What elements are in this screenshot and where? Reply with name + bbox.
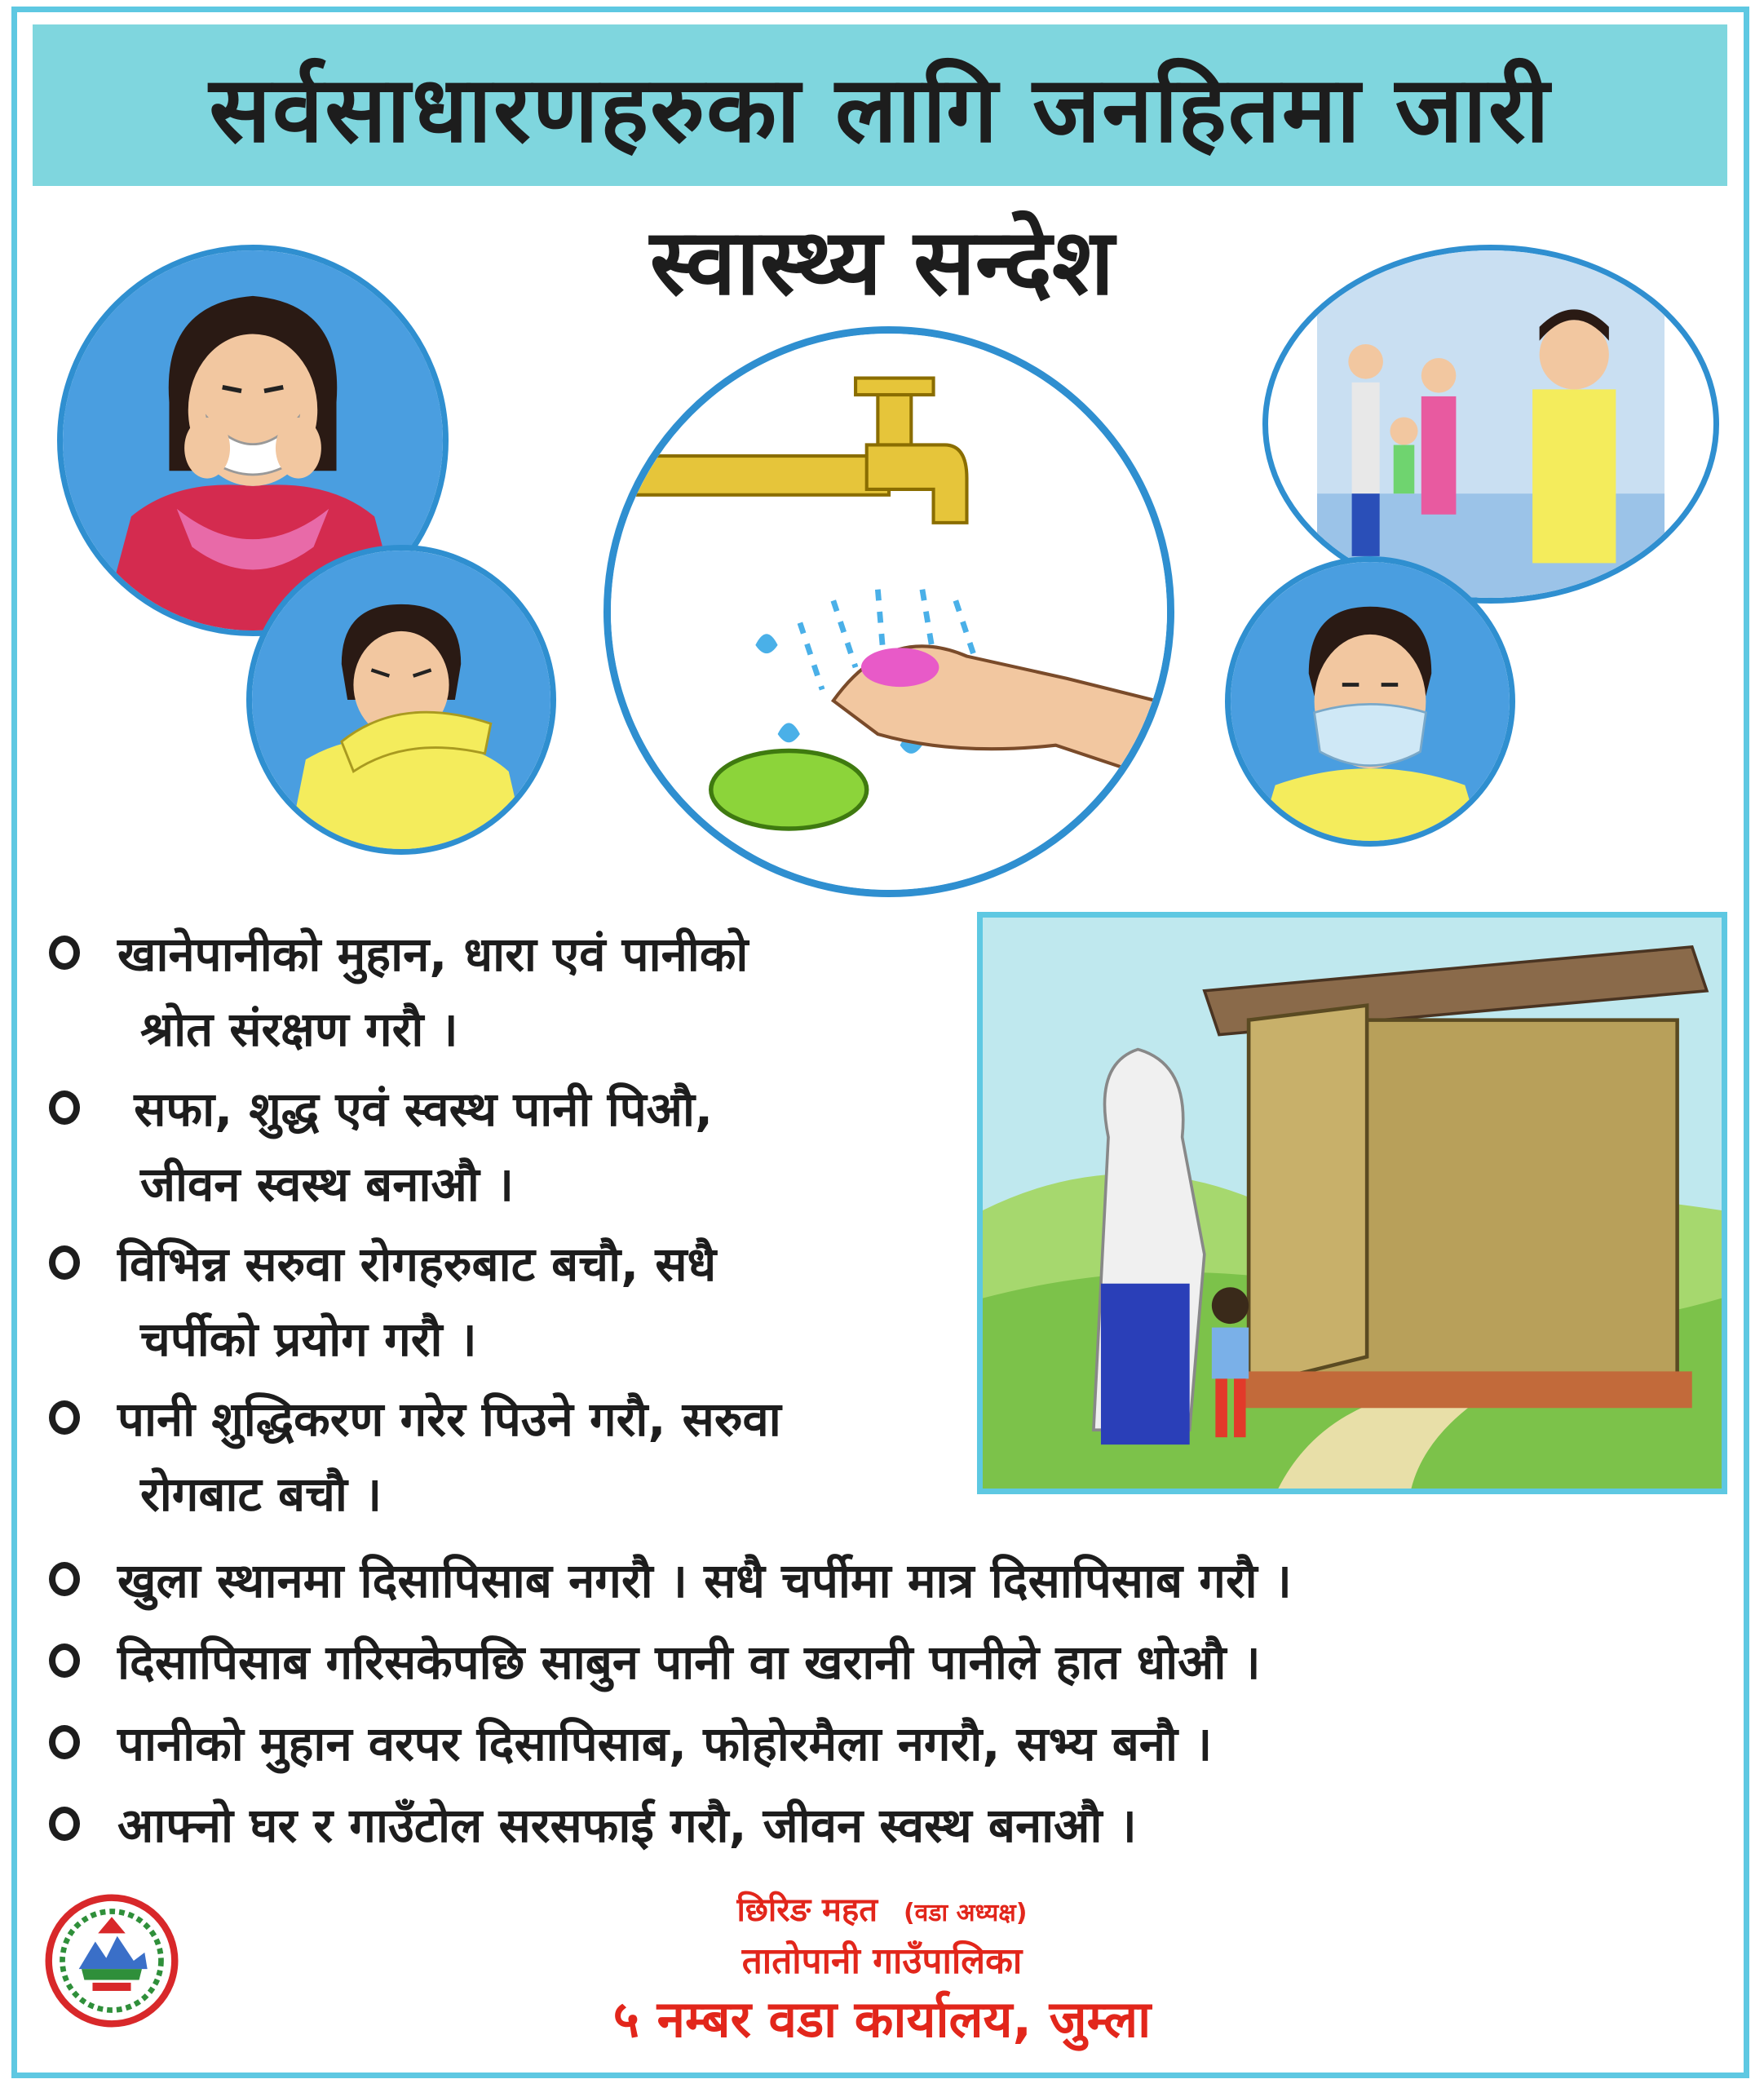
bullet-circle-icon — [49, 1807, 80, 1841]
coughing-crowd-illustration — [1262, 245, 1719, 604]
message-item: खुला स्थानमा दिसापिसाब नगरौ । सधै चर्पीमा मात्र दिसापिसाब गरौ । — [49, 1543, 1292, 1618]
message-item: दिसापिसाब गरिसकेपछि साबुन पानी वा खरानी पानीले हात धोऔ । — [49, 1625, 1261, 1700]
latrine-illustration — [977, 912, 1727, 1494]
bullet-circle-icon — [49, 1245, 80, 1280]
message-item: पानीको मुहान वरपर दिसापिसाब, फोहोरमैला नगरौ, सभ्य बनौ । — [49, 1706, 1212, 1781]
bullet-circle-icon — [49, 1643, 80, 1678]
header-band — [33, 24, 1727, 186]
bullet-circle-icon — [49, 1562, 80, 1596]
poster-title: सर्वसाधारणहरुका लागि जनहितमा जारी — [209, 56, 1551, 163]
bullet-circle-icon — [49, 1400, 80, 1435]
face-mask-illustration — [1225, 556, 1515, 847]
message-item: सफा, शुद्ध एवं स्वस्थ पानी पिऔ, जीवन स्वस्थ बनाऔ । — [49, 1072, 713, 1222]
man-wearing-mask-icon — [1231, 562, 1510, 841]
bullet-circle-icon — [49, 1090, 80, 1125]
boy-coughing-into-elbow-icon — [252, 551, 550, 849]
footer-municipality: तातोपानी गाउँपालिका — [741, 1940, 1023, 1982]
poster-subtitle: स्वास्थ्य सन्देश — [649, 210, 1115, 316]
footer-chairperson: छिरिङ महत (वडा अध्यक्ष) — [736, 1891, 1028, 1929]
footer-office: ५ नम्बर वडा कार्यालय, जुम्ला — [612, 1989, 1152, 2049]
message-item: खानेपानीको मुहान, धारा एवं पानीको श्रोत संरक्षण गरौ । — [49, 917, 748, 1067]
message-item: विभिन्न सरुवा रोगहरुबाट बचौ, सधै चर्पीको प्रयोग गरौ । — [49, 1227, 716, 1377]
message-item: आफ्नो घर र गाउँटोल सरसफाई गरौ, जीवन स्वस्थ बनाऔ । — [49, 1788, 1137, 1863]
message-item: पानी शुद्धिकरण गरेर पिउने गरौ, सरुवा रोगबाट बचौ । — [49, 1382, 781, 1532]
handwashing-illustration — [603, 326, 1174, 897]
man-coughing-near-family-icon — [1268, 250, 1713, 598]
tap-soap-hands-icon — [611, 334, 1167, 890]
bullet-circle-icon — [49, 1725, 80, 1759]
woman-and-child-at-toilet-icon — [983, 918, 1722, 1489]
bullet-circle-icon — [49, 936, 80, 970]
coughing-into-elbow-illustration — [246, 545, 556, 855]
